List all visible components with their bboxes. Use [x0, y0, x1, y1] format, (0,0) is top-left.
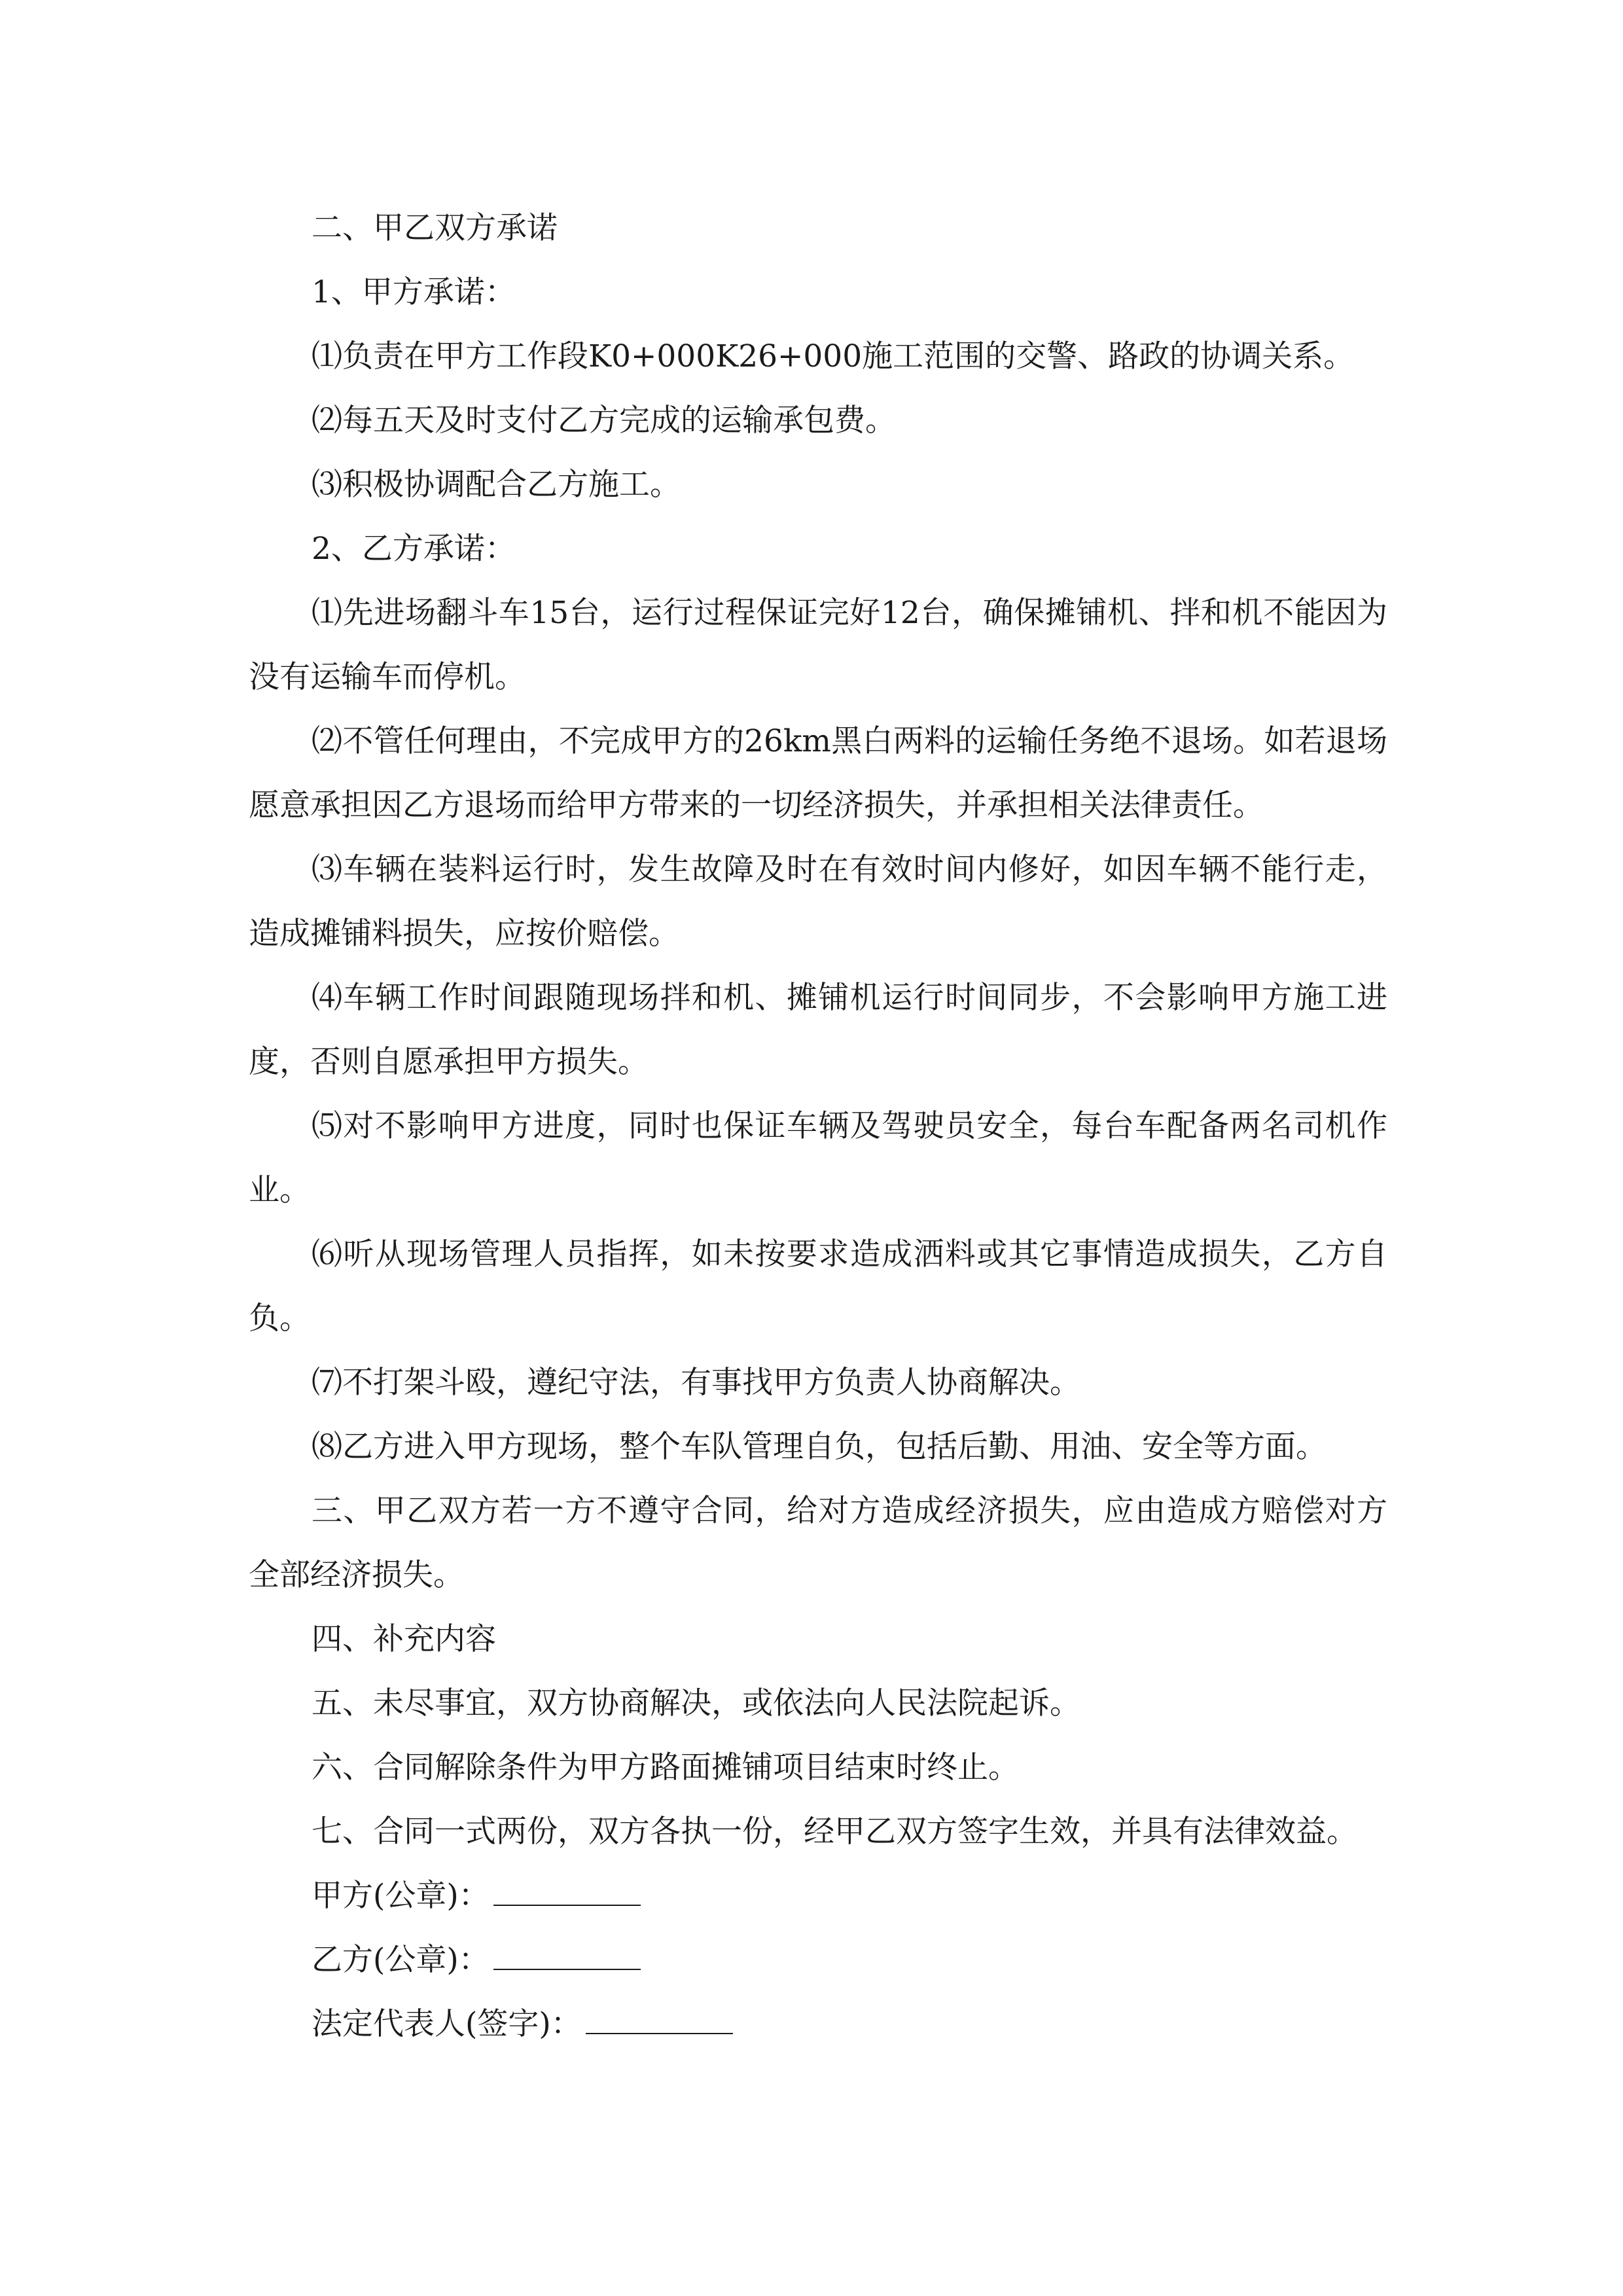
- section-three: 三、甲乙双方若一方不遵守合同，给对方造成经济损失，应由造成方赔偿对方全部经济损失。: [249, 1493, 1387, 1593]
- party-a-seal-blank[interactable]: [493, 1876, 641, 1906]
- party-a-title: 1、甲方承诺：: [312, 274, 516, 310]
- party-b-item: ⑻乙方进入甲方现场，整个车队管理自负，包括后勤、用油、安全等方面。: [312, 1429, 1327, 1465]
- party-b-seal-label: 乙方(公章)：: [312, 1942, 490, 1978]
- party-b-item: ⑵不管任何理由，不完成甲方的26km黑白两料的运输任务绝不退场。如若退场愿意承担因乙方退场而给甲方带来的一切经济损失，并承担相关法律责任。: [249, 723, 1387, 823]
- party-b-item: ⑸对不影响甲方进度，同时也保证车辆及驾驶员安全，每台车配备两名司机作业。: [249, 1108, 1387, 1208]
- legal-rep-label: 法定代表人(签字)：: [312, 2006, 582, 2042]
- party-a-item: ⑵每五天及时支付乙方完成的运输承包费。: [312, 403, 896, 439]
- section-seven: 七、合同一式两份，双方各执一份，经甲乙双方签字生效，并具有法律效益。: [312, 1814, 1357, 1850]
- party-b-item: ⑶车辆在装料运行时，发生故障及时在有效时间内修好，如因车辆不能行走，造成摊铺料损失，应按价赔偿。: [249, 852, 1387, 952]
- party-b-item: ⑴先进场翻斗车15台，运行过程保证完好12台，确保摊铺机、拌和机不能因为没有运输车而停机。: [249, 595, 1387, 695]
- section-five: 五、未尽事宜，双方协商解决，或依法向人民法院起诉。: [312, 1685, 1080, 1721]
- legal-rep-blank[interactable]: [586, 2004, 733, 2034]
- party-b-seal-blank[interactable]: [493, 1940, 641, 1970]
- legal-rep-row: [249, 1992, 1387, 2056]
- party-b-title: 2、乙方承诺：: [312, 531, 516, 567]
- section-four: 四、补充内容: [312, 1621, 496, 1657]
- document-page: [249, 196, 1387, 2056]
- section-two-title: 二、甲乙双方承诺: [312, 210, 558, 246]
- section-six: 六、合同解除条件为甲方路面摊铺项目结束时终止。: [312, 1749, 1019, 1785]
- party-a-item: ⑴负责在甲方工作段K0+000K26+000施工范围的交警、路政的协调关系。: [312, 338, 1355, 374]
- party-b-seal-row: [249, 1928, 1387, 1992]
- party-b-item: ⑹听从现场管理人员指挥，如未按要求造成洒料或其它事情造成损失，乙方自负。: [249, 1236, 1387, 1336]
- party-a-seal-row: [249, 1864, 1387, 1928]
- party-a-item: ⑶积极协调配合乙方施工。: [312, 467, 681, 503]
- party-a-seal-label: 甲方(公章)：: [312, 1878, 490, 1914]
- party-b-item: ⑺不打架斗殴，遵纪守法，有事找甲方负责人协商解决。: [312, 1365, 1080, 1401]
- party-b-item: ⑷车辆工作时间跟随现场拌和机、摊铺机运行时间同步，不会影响甲方施工进度，否则自愿承担甲方损失。: [249, 980, 1387, 1080]
